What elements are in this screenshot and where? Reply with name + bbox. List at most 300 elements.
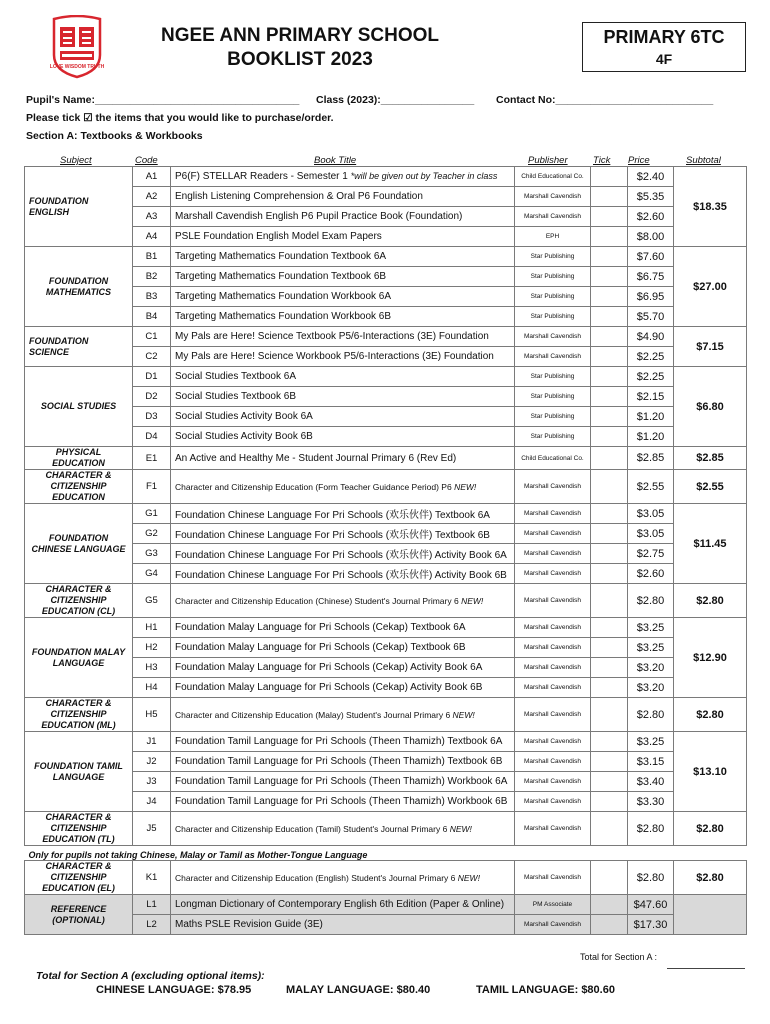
title-cell	[171, 792, 515, 812]
tick-box[interactable]	[591, 307, 628, 327]
subtotal-cell: $2.80	[674, 584, 747, 618]
table-row	[25, 387, 747, 407]
book-title: Foundation Malay Language for Pri Schools (Cekap) Activity Book 6A	[175, 662, 483, 673]
table-row	[25, 367, 747, 387]
book-title: Targeting Mathematics Foundation Workbook 6B	[175, 311, 392, 322]
code-cell: D1	[133, 367, 171, 387]
total-malay: MALAY LANGUAGE: $80.40	[286, 984, 431, 996]
title-cell	[171, 427, 515, 447]
title-cell	[171, 207, 515, 227]
book-title: Foundation Tamil Language for Pri Schools (Theen Thamizh) Workbook 6A	[175, 776, 508, 787]
subject-cell: CHARACTER & CITIZENSHIP EDUCATION (ML)	[25, 698, 133, 732]
title-cell	[171, 524, 515, 544]
code-cell: H1	[133, 618, 171, 638]
book-title: My Pals are Here! Science Textbook P5/6-Interactions (3E) Foundation	[175, 331, 489, 342]
code-cell: J2	[133, 752, 171, 772]
book-title: Foundation Tamil Language for Pri Schools (Theen Thamizh) Workbook 6B	[175, 796, 508, 807]
table-row	[25, 698, 747, 732]
col-header-subtotal: Subtotal	[686, 155, 721, 166]
price-cell: $2.80	[628, 861, 674, 895]
subtotal-cell: $2.85	[674, 447, 747, 470]
price-cell: $2.80	[628, 584, 674, 618]
total-tamil-value: $80.60	[581, 984, 615, 996]
col-header-tick: Tick	[593, 155, 611, 166]
publisher-cell: Star Publishing	[515, 387, 591, 407]
table-row	[25, 861, 747, 895]
subject-cell: FOUNDATION SCIENCE	[25, 327, 133, 367]
publisher-cell: PM Associate	[515, 895, 591, 915]
code-cell: D2	[133, 387, 171, 407]
book-title: P6(F) STELLAR Readers - Semester 1	[175, 171, 348, 182]
title-cell	[171, 618, 515, 638]
total-tamil	[476, 984, 615, 996]
new-badge: NEW!	[452, 709, 475, 720]
title-cell	[171, 387, 515, 407]
subtotal-cell: $27.00	[674, 247, 747, 327]
price-cell: $2.40	[628, 167, 674, 187]
code-cell: J4	[133, 792, 171, 812]
section-heading: Section A: Textbooks & Workbooks	[26, 130, 203, 142]
publisher-cell: Child Educational Co.	[515, 167, 591, 187]
subject-cell: CHARACTER & CITIZENSHIP EDUCATION	[25, 470, 133, 504]
publisher-cell: Marshall Cavendish	[515, 327, 591, 347]
tick-box[interactable]	[591, 792, 628, 812]
tick-box[interactable]	[591, 544, 628, 564]
table-row	[25, 447, 747, 470]
subtotal-cell: $13.10	[674, 732, 747, 812]
book-title: Foundation Tamil Language for Pri Schools (Theen Thamizh) Textbook 6A	[175, 736, 503, 747]
publisher-cell: Marshall Cavendish	[515, 772, 591, 792]
tick-box[interactable]	[591, 327, 628, 347]
price-cell: $6.75	[628, 267, 674, 287]
price-cell: $6.95	[628, 287, 674, 307]
code-cell: G4	[133, 564, 171, 584]
title-cell	[171, 367, 515, 387]
tick-box[interactable]	[591, 387, 628, 407]
subject-cell: PHYSICAL EDUCATION	[25, 447, 133, 470]
table-row	[25, 287, 747, 307]
price-cell: $2.80	[628, 698, 674, 732]
table-row	[25, 792, 747, 812]
code-cell: E1	[133, 447, 171, 470]
title-cell	[171, 187, 515, 207]
school-crest-logo	[46, 15, 108, 81]
publisher-cell: Marshall Cavendish	[515, 584, 591, 618]
book-title: Character and Citizenship Education (Chinese) Student's Journal Primary 6	[175, 595, 459, 606]
tick-box[interactable]	[591, 207, 628, 227]
tick-box[interactable]	[591, 407, 628, 427]
code-cell: A4	[133, 227, 171, 247]
table-row	[25, 187, 747, 207]
pupil-name-field[interactable]: Pupil's Name:___________________________________	[26, 94, 300, 106]
title-cell	[171, 812, 515, 846]
tick-box[interactable]	[591, 658, 628, 678]
price-cell: $5.35	[628, 187, 674, 207]
table-row	[25, 772, 747, 792]
price-cell: $3.20	[628, 678, 674, 698]
publisher-cell: Child Educational Co.	[515, 447, 591, 470]
publisher-cell: Star Publishing	[515, 367, 591, 387]
class-field[interactable]: Class (2023):________________	[316, 94, 475, 106]
title-cell	[171, 772, 515, 792]
new-badge: NEW!	[449, 823, 472, 834]
book-title: Foundation Chinese Language For Pri Schools (欢乐伙伴) Textbook 6A	[175, 510, 490, 521]
school-name: NGEE ANN PRIMARY SCHOOL	[161, 25, 439, 46]
tick-box[interactable]	[591, 861, 628, 895]
table-row	[25, 407, 747, 427]
price-cell: $3.15	[628, 752, 674, 772]
tick-box[interactable]	[591, 638, 628, 658]
price-cell: $1.20	[628, 427, 674, 447]
table-row	[25, 247, 747, 267]
table-row	[25, 732, 747, 752]
tick-box[interactable]	[591, 915, 628, 935]
publisher-cell: Marshall Cavendish	[515, 187, 591, 207]
publisher-cell: Star Publishing	[515, 267, 591, 287]
price-cell: $3.25	[628, 618, 674, 638]
title-cell	[171, 470, 515, 504]
title-cell	[171, 167, 515, 187]
subject-cell: FOUNDATION CHINESE LANGUAGE	[25, 504, 133, 584]
subject-cell: FOUNDATION TAMIL LANGUAGE	[25, 732, 133, 812]
subtotal-cell: $6.80	[674, 367, 747, 447]
book-title: Foundation Chinese Language For Pri Schools (欢乐伙伴) Textbook 6B	[175, 530, 490, 541]
publisher-cell: Marshall Cavendish	[515, 698, 591, 732]
tick-box[interactable]	[591, 187, 628, 207]
col-header-title: Book Title	[314, 155, 357, 166]
table-row	[25, 327, 747, 347]
publisher-cell: Marshall Cavendish	[515, 618, 591, 638]
tick-box[interactable]	[591, 584, 628, 618]
instruction-text: Please tick ☑ the items that you would like to purchase/order.	[26, 112, 334, 124]
code-cell: G5	[133, 584, 171, 618]
price-cell: $2.85	[628, 447, 674, 470]
book-title: Foundation Malay Language for Pri Schools (Cekap) Activity Book 6B	[175, 682, 483, 693]
book-title: Targeting Mathematics Foundation Workbook 6A	[175, 291, 392, 302]
book-title: Character and Citizenship Education (English) Student's Journal Primary 6	[175, 872, 456, 883]
price-cell: $5.70	[628, 307, 674, 327]
book-title: An Active and Healthy Me - Student Journal Primary 6 (Rev Ed)	[175, 452, 457, 464]
title-cell	[171, 327, 515, 347]
tick-box[interactable]	[591, 564, 628, 584]
code-cell: C1	[133, 327, 171, 347]
tick-box[interactable]	[591, 267, 628, 287]
book-title: Targeting Mathematics Foundation Textbook 6A	[175, 251, 387, 262]
publisher-cell: Star Publishing	[515, 287, 591, 307]
publisher-cell: Marshall Cavendish	[515, 812, 591, 846]
subtotal-cell: $12.90	[674, 618, 747, 698]
code-cell: J3	[133, 772, 171, 792]
title-cell	[171, 227, 515, 247]
price-cell: $47.60	[628, 895, 674, 915]
table-row	[25, 638, 747, 658]
booklist-table	[24, 166, 747, 935]
title-cell	[171, 564, 515, 584]
code-cell: G1	[133, 504, 171, 524]
title-cell	[171, 915, 515, 935]
subtotal-cell: $2.80	[674, 812, 747, 846]
price-cell: $2.60	[628, 564, 674, 584]
total-chinese: CHINESE LANGUAGE: $78.95	[96, 984, 252, 996]
title-note: *will be given out by Teacher in class	[350, 171, 498, 181]
table-row	[25, 167, 747, 187]
table-row	[25, 504, 747, 524]
tick-box[interactable]	[591, 347, 628, 367]
subtotal-cell: $11.45	[674, 504, 747, 584]
title-cell	[171, 584, 515, 618]
code-cell: F1	[133, 470, 171, 504]
price-cell: $2.15	[628, 387, 674, 407]
table-row	[25, 895, 747, 915]
title-cell	[171, 447, 515, 470]
tick-box[interactable]	[591, 287, 628, 307]
book-title: Foundation Malay Language for Pri Schools (Cekap) Textbook 6B	[175, 642, 466, 653]
price-cell: $2.75	[628, 544, 674, 564]
table-row	[25, 207, 747, 227]
tick-box[interactable]	[591, 227, 628, 247]
subject-cell: CHARACTER & CITIZENSHIP EDUCATION (TL)	[25, 812, 133, 846]
publisher-cell: Marshall Cavendish	[515, 658, 591, 678]
book-title: Character and Citizenship Education (Tamil) Student's Journal Primary 6	[175, 823, 448, 834]
table-row	[25, 584, 747, 618]
book-title: Social Studies Textbook 6A	[175, 371, 297, 382]
table-row	[25, 227, 747, 247]
code-cell: D4	[133, 427, 171, 447]
price-cell: $8.00	[628, 227, 674, 247]
code-cell: D3	[133, 407, 171, 427]
tick-box[interactable]	[591, 895, 628, 915]
code-cell: H3	[133, 658, 171, 678]
publisher-cell: Star Publishing	[515, 307, 591, 327]
book-title: Social Studies Activity Book 6B	[175, 431, 313, 442]
tick-box[interactable]	[591, 618, 628, 638]
total-section-a-line[interactable]	[667, 968, 745, 969]
price-cell: $7.60	[628, 247, 674, 267]
price-cell: $2.60	[628, 207, 674, 227]
publisher-cell: Marshall Cavendish	[515, 732, 591, 752]
subject-cell: SOCIAL STUDIES	[25, 367, 133, 447]
code-cell: J1	[133, 732, 171, 752]
new-badge: NEW!	[454, 481, 477, 492]
code-cell: A3	[133, 207, 171, 227]
code-cell: A1	[133, 167, 171, 187]
table-row	[25, 544, 747, 564]
tick-box[interactable]	[591, 698, 628, 732]
tick-box[interactable]	[591, 678, 628, 698]
price-cell: $17.30	[628, 915, 674, 935]
title-cell	[171, 247, 515, 267]
publisher-cell: Marshall Cavendish	[515, 207, 591, 227]
code-cell: K1	[133, 861, 171, 895]
subtotal-cell: $7.15	[674, 327, 747, 367]
contact-field[interactable]: Contact No:___________________________	[496, 94, 714, 106]
tick-box[interactable]	[591, 752, 628, 772]
table-row	[25, 658, 747, 678]
code-cell: L1	[133, 895, 171, 915]
tick-box[interactable]	[591, 167, 628, 187]
code-cell: A2	[133, 187, 171, 207]
title-cell	[171, 732, 515, 752]
tick-box[interactable]	[591, 447, 628, 470]
document-title	[130, 24, 470, 72]
class-box	[582, 22, 746, 72]
publisher-cell: Star Publishing	[515, 407, 591, 427]
code-cell: J5	[133, 812, 171, 846]
title-cell	[171, 752, 515, 772]
price-cell: $3.40	[628, 772, 674, 792]
total-section-a-label: Total for Section A :	[580, 952, 658, 962]
table-row	[25, 427, 747, 447]
total-heading: Total for Section A (excluding optional items):	[36, 970, 265, 982]
book-title: Foundation Chinese Language For Pri Schools (欢乐伙伴) Activity Book 6A	[175, 550, 507, 561]
svg-text:LOVE WISDOM TRUTH: LOVE WISDOM TRUTH	[49, 64, 105, 70]
subtotal-cell: $2.55	[674, 470, 747, 504]
book-title: PSLE Foundation English Model Exam Papers	[175, 231, 382, 242]
title-cell	[171, 658, 515, 678]
publisher-cell: Marshall Cavendish	[515, 915, 591, 935]
table-row	[25, 812, 747, 846]
book-title: Maths PSLE Revision Guide (3E)	[175, 919, 323, 930]
tick-box[interactable]	[591, 504, 628, 524]
price-cell: $2.55	[628, 470, 674, 504]
price-cell: $3.20	[628, 658, 674, 678]
publisher-cell: Marshall Cavendish	[515, 347, 591, 367]
tick-box[interactable]	[591, 427, 628, 447]
code-cell: B4	[133, 307, 171, 327]
price-cell: $3.25	[628, 638, 674, 658]
price-cell: $3.30	[628, 792, 674, 812]
book-title: Marshall Cavendish English P6 Pupil Practice Book (Foundation)	[175, 211, 463, 222]
book-title: Social Studies Activity Book 6A	[175, 411, 313, 422]
code-cell: B1	[133, 247, 171, 267]
table-row	[25, 347, 747, 367]
subtotal-cell: $2.80	[674, 861, 747, 895]
publisher-cell: Marshall Cavendish	[515, 752, 591, 772]
publisher-cell: Marshall Cavendish	[515, 504, 591, 524]
book-title: Social Studies Textbook 6B	[175, 391, 297, 402]
code-cell: C2	[133, 347, 171, 367]
table-row	[25, 470, 747, 504]
code-cell: H5	[133, 698, 171, 732]
table-row	[25, 524, 747, 544]
code-cell: L2	[133, 915, 171, 935]
total-tamil-label: TAMIL LANGUAGE:	[476, 984, 579, 996]
new-badge: NEW!	[457, 872, 480, 883]
publisher-cell: Marshall Cavendish	[515, 638, 591, 658]
subtotal-cell: $18.35	[674, 167, 747, 247]
publisher-cell: Marshall Cavendish	[515, 861, 591, 895]
table-row	[25, 267, 747, 287]
table-row	[25, 618, 747, 638]
table-row	[25, 752, 747, 772]
publisher-cell: Marshall Cavendish	[515, 564, 591, 584]
code-cell: H2	[133, 638, 171, 658]
publisher-cell: EPH	[515, 227, 591, 247]
code-cell: G2	[133, 524, 171, 544]
book-title: Foundation Tamil Language for Pri Schools (Theen Thamizh) Textbook 6B	[175, 756, 503, 767]
note-row: Only for pupils not taking Chinese, Malay or Tamil as Mother-Tongue Language	[25, 846, 747, 861]
publisher-cell: Star Publishing	[515, 247, 591, 267]
publisher-cell: Marshall Cavendish	[515, 678, 591, 698]
book-title: Character and Citizenship Education (Form Teacher Guidance Period) P6	[175, 481, 452, 492]
book-title: English Listening Comprehension & Oral P6 Foundation	[175, 191, 423, 202]
code-cell: G3	[133, 544, 171, 564]
book-title: Foundation Malay Language for Pri Schools (Cekap) Textbook 6A	[175, 622, 466, 633]
title-cell	[171, 895, 515, 915]
title-cell	[171, 504, 515, 524]
price-cell: $2.25	[628, 367, 674, 387]
publisher-cell: Marshall Cavendish	[515, 792, 591, 812]
title-cell	[171, 678, 515, 698]
subject-cell: FOUNDATION ENGLISH	[25, 167, 133, 247]
subject-cell: FOUNDATION MALAY LANGUAGE	[25, 618, 133, 698]
publisher-cell: Star Publishing	[515, 427, 591, 447]
publisher-cell: Marshall Cavendish	[515, 524, 591, 544]
tick-box[interactable]	[591, 367, 628, 387]
price-cell: $4.90	[628, 327, 674, 347]
tick-box[interactable]	[591, 247, 628, 267]
col-header-publisher: Publisher	[528, 155, 568, 166]
book-title: Targeting Mathematics Foundation Textbook 6B	[175, 271, 387, 282]
table-row	[25, 915, 747, 935]
table-row	[25, 678, 747, 698]
price-cell: $2.25	[628, 347, 674, 367]
subtotal-cell: $2.80	[674, 698, 747, 732]
title-cell	[171, 287, 515, 307]
publisher-cell: Marshall Cavendish	[515, 544, 591, 564]
subtotal-cell	[674, 895, 747, 935]
table-row	[25, 564, 747, 584]
tick-box[interactable]	[591, 772, 628, 792]
price-cell: $3.05	[628, 524, 674, 544]
price-cell: $2.80	[628, 812, 674, 846]
code-cell: H4	[133, 678, 171, 698]
title-cell	[171, 861, 515, 895]
book-title: Character and Citizenship Education (Malay) Student's Journal Primary 6	[175, 709, 451, 720]
subject-cell: REFERENCE (OPTIONAL)	[25, 895, 133, 935]
publisher-cell: Marshall Cavendish	[515, 470, 591, 504]
subject-cell: CHARACTER & CITIZENSHIP EDUCATION (CL)	[25, 584, 133, 618]
title-cell	[171, 307, 515, 327]
book-title: My Pals are Here! Science Workbook P5/6-Interactions (3E) Foundation	[175, 351, 494, 362]
booklist-year: BOOKLIST 2023	[227, 49, 373, 70]
tick-box[interactable]	[591, 524, 628, 544]
class-level: PRIMARY 6TC	[603, 27, 725, 47]
book-title: Longman Dictionary of Contemporary English 6th Edition (Paper & Online)	[175, 899, 505, 910]
class-name: 4F	[655, 51, 673, 67]
title-cell	[171, 638, 515, 658]
new-badge: NEW!	[461, 595, 484, 606]
tick-box[interactable]	[591, 470, 628, 504]
price-cell: $1.20	[628, 407, 674, 427]
subject-cell: CHARACTER & CITIZENSHIP EDUCATION (EL)	[25, 861, 133, 895]
table-row	[25, 307, 747, 327]
price-cell: $3.05	[628, 504, 674, 524]
title-cell	[171, 407, 515, 427]
title-cell	[171, 544, 515, 564]
title-cell	[171, 698, 515, 732]
title-cell	[171, 267, 515, 287]
col-header-price: Price	[628, 155, 650, 166]
code-cell: B2	[133, 267, 171, 287]
subject-cell: FOUNDATION MATHEMATICS	[25, 247, 133, 327]
code-cell: B3	[133, 287, 171, 307]
title-cell	[171, 347, 515, 367]
tick-box[interactable]	[591, 812, 628, 846]
col-header-code: Code	[135, 155, 158, 166]
tick-box[interactable]	[591, 732, 628, 752]
book-title: Foundation Chinese Language For Pri Schools (欢乐伙伴) Activity Book 6B	[175, 570, 507, 581]
